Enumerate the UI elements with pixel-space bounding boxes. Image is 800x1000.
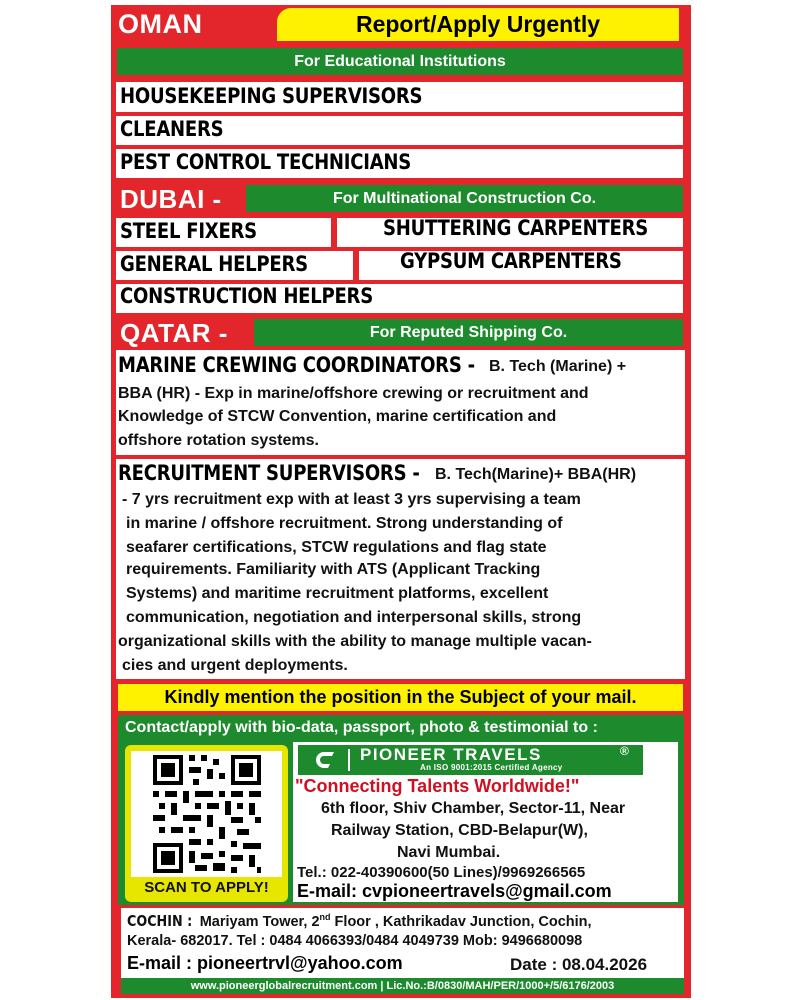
urgent-banner-text: Report/Apply Urgently <box>355 11 601 37</box>
dubai-position-shuttering <box>337 218 683 247</box>
scan-to-apply-label: SCAN TO APPLY! <box>144 879 269 896</box>
country-dubai: DUBAI - <box>120 184 222 214</box>
oman-sector-bar <box>117 48 683 75</box>
dubai-sector-bar <box>246 185 683 212</box>
position-title: HOUSEKEEPING SUPERVISORS <box>120 84 423 108</box>
cochin-label: COCHIN : <box>127 912 193 930</box>
cochin-address-line-1 <box>127 912 592 930</box>
country-qatar: QATAR - <box>120 318 228 348</box>
qatar-sector-bar <box>254 319 683 346</box>
logo-divider <box>348 749 350 771</box>
oman-position-1 <box>116 82 683 112</box>
position-title: CONSTRUCTION HELPERS <box>120 284 373 308</box>
position-title: SHUTTERING CARPENTERS <box>383 216 649 240</box>
position-title: PEST CONTROL TECHNICIANS <box>120 150 412 174</box>
cochin-address-line-2: Kerala- 682017. Tel : 0484 4066393/0484 4049739 Mob: 9496680098 <box>127 933 583 949</box>
head-office-info <box>293 742 678 902</box>
qatar-job-marine-crewing <box>116 350 685 455</box>
company-logo-bar <box>298 745 643 775</box>
job-description-line: seafarer certifications, STCW regulations and flag state <box>126 539 547 556</box>
job-description-line: organizational skills with the ability to manage multiple vacan- <box>118 633 592 650</box>
job-description-line: Knowledge of STCW Convention, marine certification and <box>118 408 557 425</box>
head-office-email[interactable]: E-mail: cvpioneertravels@gmail.com <box>297 881 612 901</box>
job-qualification: B. Tech (Marine) + <box>489 358 627 375</box>
job-description-line: cies and urgent deployments. <box>122 657 348 674</box>
pioneer-logo-icon <box>310 749 338 771</box>
dubai-position-construction-helpers <box>116 284 683 313</box>
job-description-line: BBA (HR) - Exp in marine/offshore crewing or recruitment and <box>118 385 589 402</box>
subject-notice-text: Kindly mention the position in the Subject of your mail. <box>164 687 637 707</box>
oman-position-3 <box>116 149 683 178</box>
address-line: Navi Mumbai. <box>397 844 501 861</box>
tagline: "Connecting Talents Worldwide!" <box>295 776 580 796</box>
footer-website-license[interactable]: www.pioneerglobalrecruitment.com | Lic.No.:B/0830/MAH/PER/1000+/5/6176/2003 <box>190 980 615 992</box>
advert-date: Date : 08.04.2026 <box>510 955 648 974</box>
iso-certification: An ISO 9001:2015 Certified Agency <box>420 763 563 772</box>
cochin-address-part: Floor , Kathrikadav Junction, Cochin, <box>330 914 592 930</box>
address-line: 6th floor, Shiv Chamber, Sector-11, Near <box>321 800 626 817</box>
oman-sector-text: For Educational Institutions <box>294 53 506 70</box>
cochin-branch-info <box>121 908 684 978</box>
job-description-line: communication, negotiation and interpersonal skills, strong <box>126 609 582 626</box>
company-name: PIONEER TRAVELS <box>360 745 542 764</box>
position-title: CLEANERS <box>120 117 224 141</box>
cochin-address-part: Mariyam Tower, 2 <box>195 914 320 930</box>
registered-mark: ® <box>620 744 629 758</box>
dubai-position-general-helpers <box>116 251 353 280</box>
country-oman: OMAN <box>118 9 203 39</box>
job-qualification: B. Tech(Marine)+ BBA(HR) <box>435 466 637 483</box>
qr-code-panel <box>125 745 288 902</box>
job-description-line: - 7 yrs recruitment exp with at least 3 yrs supervising a team <box>122 491 581 508</box>
cochin-email[interactable]: E-mail : pioneertrvl@yahoo.com <box>127 953 403 973</box>
oman-position-2 <box>116 116 683 145</box>
subject-notice-bar <box>118 684 683 711</box>
position-title: STEEL FIXERS <box>120 219 257 243</box>
job-description-line: offshore rotation systems. <box>118 432 319 449</box>
head-office-tel: Tel.: 022-40390600(50 Lines)/9969266565 <box>297 864 586 881</box>
dubai-sector-text: For Multinational Construction Co. <box>332 190 597 207</box>
cochin-floor-suffix: nd <box>319 912 331 923</box>
job-description-line: in marine / offshore recruitment. Strong understanding of <box>126 515 563 532</box>
dubai-position-steel-fixers <box>116 218 331 247</box>
footer-bar <box>121 978 684 994</box>
position-title: GYPSUM CARPENTERS <box>400 249 622 273</box>
address-line: Railway Station, CBD-Belapur(W), <box>331 822 588 839</box>
dubai-position-gypsum <box>359 251 683 280</box>
urgent-banner <box>277 8 679 41</box>
job-title: RECRUITMENT SUPERVISORS - <box>118 461 420 485</box>
qr-code-graphic <box>131 751 282 877</box>
job-description-line: requirements. Familiarity with ATS (Applicant Tracking <box>126 561 541 578</box>
job-description-line: Systems) and maritime recruitment platforms, excellent <box>126 585 549 602</box>
job-title: MARINE CREWING COORDINATORS - <box>118 353 475 377</box>
qatar-job-recruitment-supervisors <box>116 459 685 679</box>
contact-heading: Contact/apply with bio-data, passport, photo & testimonial to : <box>125 719 598 736</box>
position-title: GENERAL HELPERS <box>120 252 308 276</box>
qr-code[interactable] <box>131 751 282 877</box>
qatar-sector-text: For Reputed Shipping Co. <box>369 324 568 341</box>
